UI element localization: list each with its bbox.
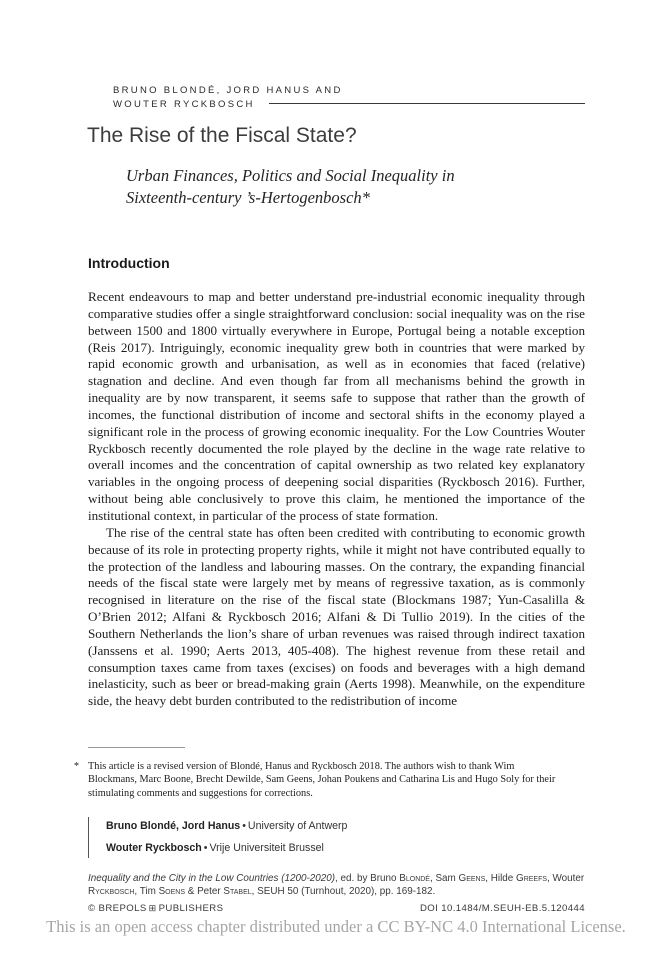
body-paragraph-1: Recent endeavours to map and better understand pre-industrial economic inequality through comparative studies offer a single straightforward conclusion: social inequality was on the rise between 1500 and 1800 virtually everywhere in Europe, Portugal being a notable exception (Reis 2017). Intriguingly, economic inequality grew both in countries that were marked by rapid economic growth and urbanisation, as well as in economies that faced (relative) stagnation and decline. And even though far from all mechanisms behind the growth in inequality are by now transparent, it seems safe to suppose that rather than the growth of incomes, the functional distribution of income and sectoral shifts in the economy played a significant role in the process of growing economic inequality. For the Low Countries Wouter Ryckbosch recently documented the role played by the decline in the wage rate relative to overall incomes and the concentration of capital ownership as two related key explanatory variables in the ongoing process of deepening social disparities (Ryckbosch 2016). Further, without being able conclusively to prove this claim, he mentioned the importance of the institutional context, in particular of the process of state formation. [88, 289, 585, 523]
citation-segment: , Wouter [547, 873, 585, 884]
brepols-logo-icon: ⊞ [148, 903, 157, 913]
affiliation-names: Wouter Ryckbosch [106, 842, 202, 854]
author-line-2-text: WOUTER RYCKBOSCH [113, 98, 255, 110]
header-authors [113, 84, 585, 111]
citation-segment: Soens [158, 886, 185, 898]
affiliation-org: Vrije Universiteit Brussel [209, 842, 324, 854]
bullet-separator: • [242, 820, 246, 832]
license-notice: This is an open access chapter distributed under a CC BY-NC 4.0 International License. [46, 917, 626, 936]
subtitle-line-1: Urban Finances, Politics and Social Inequality in [126, 166, 455, 185]
affiliation-names: Bruno Blondé, Jord Hanus [106, 820, 241, 832]
citation-segment: , Tim [134, 886, 159, 898]
citation-segment: , SEUH 50 (Turnhout, 2020), pp. 169-182. [251, 886, 436, 898]
affiliation-block [88, 817, 536, 858]
publishers-text: PUBLISHERS [158, 903, 224, 914]
citation-segment: , ed. by Bruno [335, 873, 400, 884]
publisher-row [88, 903, 585, 914]
body-text [88, 289, 585, 710]
affiliation-org: University of Antwerp [247, 820, 348, 832]
footnote-text: This article is a revised version of Blondé, Hanus and Ryckbosch 2018. The authors wish to thank Wim Blockmans, Marc Boone, Brecht Dewilde, Sam Geens, Johan Poukens and Catharina Lis and Hugo Soly for their stimulating comments and suggestions for corrections. [88, 761, 556, 799]
citation-segment: & Peter [185, 886, 224, 898]
citation-segment: Inequality and the City in the Low Countries (1200-2020) [88, 873, 336, 884]
footnote-marker: * [74, 761, 79, 772]
section-heading-introduction: Introduction [88, 255, 170, 271]
copyright-text: © BREPOLS [88, 903, 147, 914]
citation-segment: Ryckbosch [88, 886, 135, 898]
citation-segment: , Sam [429, 873, 459, 884]
bullet-separator: • [203, 842, 208, 854]
footnote-rule [88, 747, 185, 748]
citation-segment: Stabel [223, 886, 252, 898]
header-rule [269, 103, 585, 104]
page-title: The Rise of the Fiscal State? [87, 124, 357, 147]
citation-segment: Geens [458, 873, 486, 884]
author-line-2 [113, 98, 585, 112]
citation-segment: , Hilde [485, 873, 517, 884]
doi-label: DOI 10.1484/M.SEUH-EB.5.120444 [419, 903, 585, 914]
subtitle-line-2: Sixteenth-century ’s-Hertogenbosch* [126, 187, 370, 207]
citation-segment: Blondé [399, 873, 430, 884]
citation [88, 872, 588, 899]
body-paragraph-2: The rise of the central state has often been credited with contributing to economic growth because of its role in protecting property rights, while it might not have contributed equally to the protection of the landless and labouring masses. On the contrary, the expanding financial needs of the fiscal state were largely met by means of regressive taxation, as is commonly recognised in literature on the rise of the fiscal state (Blockmans 1987; Yun-Casalilla & O’Brien 2012; Alfani & Ryckbosch 2016; Alfani & Di Tullio 2019). In the cities of the Southern Netherlands the lion’s share of urban revenues was raised through indirect taxation (Janssens et al. 1990; Aerts 2013, 405-408). The highest revenue from these retail and consumption taxes came from taxes (excises) on foods and beverages with a high demand inelasticity, such as beer or bread-making grain (Aerts 1998). Meanwhile, on the expenditure side, the heavy debt burden contributed to the redistribution of income [88, 524, 585, 709]
affiliation-row [106, 820, 536, 832]
copyright-brepols [88, 903, 223, 914]
citation-segment: Greefs [516, 873, 548, 884]
page-subtitle [126, 165, 455, 208]
affiliation-row [106, 842, 536, 854]
footnote [74, 760, 560, 800]
author-line-1: BRUNO BLONDÉ, JORD HANUS AND [113, 85, 343, 96]
